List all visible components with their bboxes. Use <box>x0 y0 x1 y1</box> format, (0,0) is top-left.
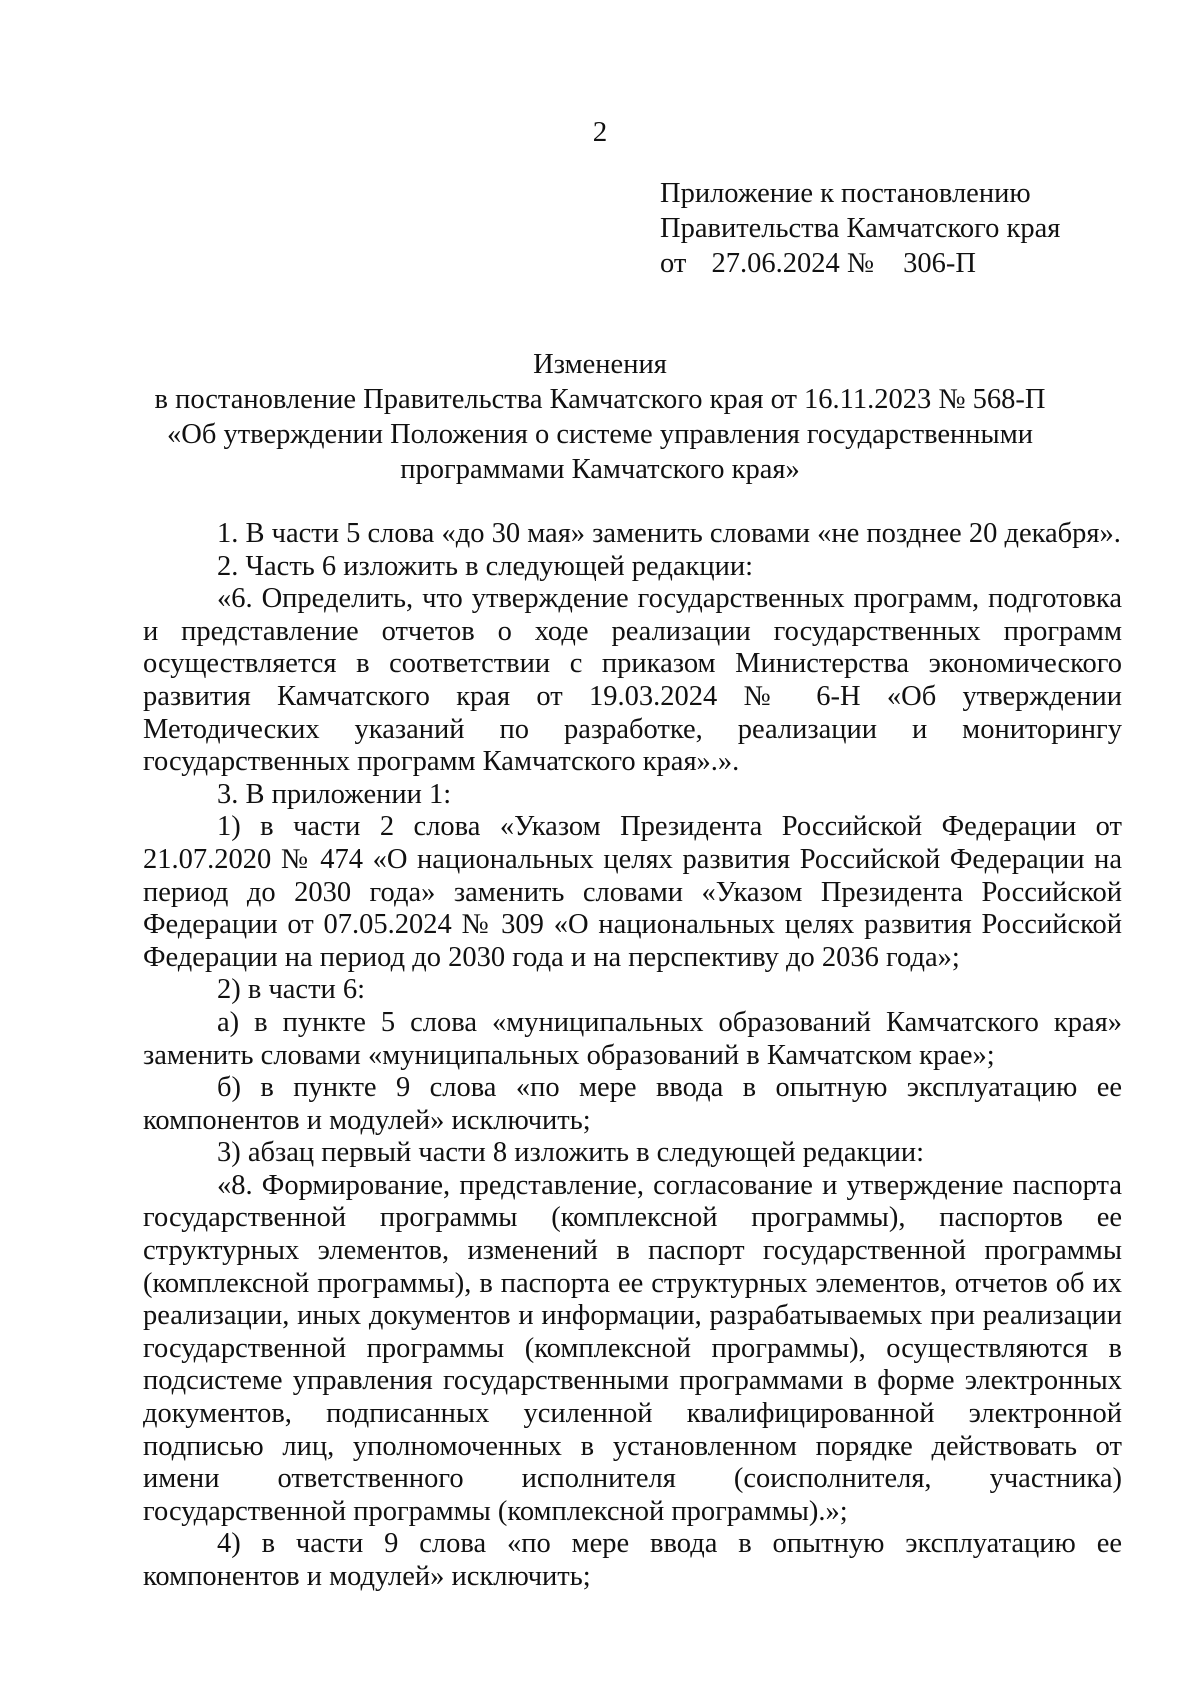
resolution-date: 27.06.2024 <box>711 248 840 279</box>
appendix-date-line <box>660 246 1060 281</box>
paragraph: 3) абзац первый части 8 изложить в следующей редакции: <box>217 1137 925 1169</box>
paragraph: б) в пункте 9 слова «по мере ввода в опытную эксплуатацию ее компонентов и модулей» исключить; <box>143 1072 1122 1136</box>
title-heading: Изменения <box>533 349 667 380</box>
paragraph: 3. В приложении 1: <box>217 778 452 810</box>
title-line-2: в постановление Правительства Камчатского края от 16.11.2023 № 568-П <box>154 384 1046 415</box>
page-number: 2 <box>592 116 608 148</box>
paragraph: «6. Определить, что утверждение государственных программ, подготовка и представление отчетов о ходе реализации государственных программ осуществляется в соответствии с приказом Министерства экономического развития Камчатского края от 19.03.2024 № 6-Н «Об утверждении Методических указаний по разработке, реализации и мониторингу государственных программ Камчатского края».». <box>143 583 1122 778</box>
paragraph: 2. Часть 6 изложить в следующей редакции: <box>217 550 754 582</box>
paragraph: 1. В части 5 слова «до 30 мая» заменить словами «не позднее 20 декабря». <box>217 518 1121 549</box>
resolution-number: 306-П <box>903 248 976 279</box>
appendix-line-2: Правительства Камчатского края <box>660 213 1061 244</box>
title-line-3: «Об утверждении Положения о системе управления государственными <box>167 419 1033 450</box>
appendix-line-1: Приложение к постановлению <box>660 178 1031 209</box>
document-title <box>0 347 1200 487</box>
paragraph: «8. Формирование, представление, согласование и утверждение паспорта государственной программы (комплексной программы), паспортов ее структурных элементов, изменений в паспорт государственной программы (комплексной программы), в паспорта ее структурных элементов, отчетов об их реализации, иных документов и информации, разрабатываемых при реализации государственной программы (комплексной программы), осуществляются в подсистеме управления государственными программами в форме электронных документов, подписанных усиленной квалифицированной электронной подписью лиц, уполномоченных в установленном порядке действовать от имени ответственного исполнителя (соисполнителя, участника) государственной программы (комплексной программы).»; <box>143 1169 1122 1527</box>
date-prefix: от <box>660 248 687 279</box>
paragraph: а) в пункте 5 слова «муниципальных образований Камчатского края» заменить словами «муниципальных образований в Камчатском крае»; <box>143 1006 1122 1071</box>
title-line-4: программами Камчатского края» <box>400 454 800 485</box>
document-body <box>143 518 1122 1594</box>
paragraph: 2) в части 6: <box>217 974 366 1006</box>
number-sign: № <box>846 248 875 279</box>
appendix-header <box>660 176 1060 281</box>
paragraph: 4) в части 9 слова «по мере ввода в опытную эксплуатацию ее компонентов и модулей» исключить; <box>143 1528 1122 1592</box>
paragraph: 1) в части 2 слова «Указом Президента Российской Федерации от 21.07.2020 № 474 «О национальных целях развития Российской Федерации на период до 2030 года» заменить словами «Указом Президента Российской Федерации от 07.05.2024 № 309 «О национальных целях развития Российской Федерации на период до 2030 года и на перспективу до 2036 года»; <box>143 811 1122 973</box>
